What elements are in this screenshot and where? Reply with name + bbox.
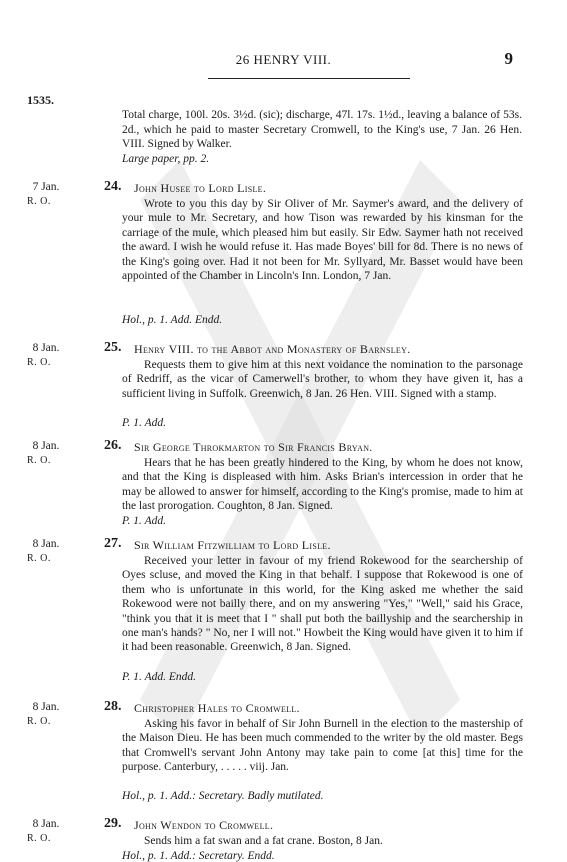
entry-body: Requests them to give him at this next voidance the nomination to the parsonage of Redriff, as the vicar of Camerwell's brother, to whom they have given it, has a sufficient living in Suffolk. Greenwich, 8 Jan. 26 Hen. VIII. Signed with a stamp. bbox=[122, 359, 523, 400]
entry-meta: Hol., p. 1. Add.: Secretary. Badly mutilated. bbox=[122, 790, 324, 802]
entry-ref: R. O. bbox=[27, 357, 51, 368]
entry-title: John Wendon to Cromwell. bbox=[134, 818, 274, 832]
intro-meta: Large paper, pp. 2. bbox=[122, 152, 210, 165]
entry-meta: P. 1. Add. bbox=[122, 515, 166, 527]
header-rule bbox=[208, 78, 410, 79]
entry-ref: R. O. bbox=[27, 455, 51, 466]
entry-date: 7 Jan. bbox=[32, 181, 60, 193]
entry-ref: R. O. bbox=[27, 553, 51, 564]
intro-paragraph bbox=[122, 108, 522, 166]
entry-title: Henry VIII. to the Abbot and Monastery of Barnsley. bbox=[134, 342, 411, 356]
entry-body: Asking his favor in behalf of Sir John Burnell in the election to the mastership of the Maison Dieu. He has been much commended to the writer by the old master. Begs that Cromwell's servant John Antony may take pain to come [at this] time for the purpose. Canterbury, . . . . . viij. Jan. bbox=[122, 718, 523, 774]
entry-number: 26. bbox=[104, 438, 122, 453]
entry-meta: P. 1. Add. bbox=[122, 417, 166, 429]
page-number: 9 bbox=[504, 49, 513, 68]
entry-number: 29. bbox=[104, 816, 122, 831]
entry-body: Hears that he has been greatly hindered to the King, by whom he does not know, and that the King is displeased with him. Asks Brian's intercession in order that he may be allowed to answer for himself, according to the King's promise, made to him at the last prorogation. Coughton, 8 Jan. Signed. bbox=[122, 457, 523, 513]
entry-body: Sends him a fat swan and a fat crane. Boston, 8 Jan. bbox=[144, 835, 383, 847]
entry-title: Christopher Hales to Cromwell. bbox=[134, 701, 300, 715]
entry-title: John Husee to Lord Lisle. bbox=[134, 181, 267, 195]
entry-body: Wrote to you this day by Sir Oliver of Mr. Saymer's award, and the delivery of your mule to Mr. Secretary, and how Tison was rewarded by his kinsman for the carriage of the mule, which pleased him but easily. Sir Edw. Saymer hath not received the award. I wish he would refuse it. Has made Boyes' bill for 8d. There is no news of the King's going over. Had it not been for Mr. Syllyard, Mr. Basset would have been appointed of the Chamber in Lincoln's Inn. London, 7 Jan. bbox=[122, 198, 523, 283]
entry-ref: R. O. bbox=[27, 716, 51, 727]
entry-date: 8 Jan. bbox=[32, 440, 60, 452]
entry-date: 8 Jan. bbox=[32, 538, 60, 550]
entry-ref: R. O. bbox=[27, 196, 51, 207]
page-header bbox=[0, 49, 567, 72]
entry-title: Sir William Fitzwilliam to Lord Lisle. bbox=[134, 538, 331, 552]
entry-number: 27. bbox=[104, 536, 122, 551]
entry-number: 24. bbox=[104, 179, 122, 194]
entry-ref: R. O. bbox=[27, 833, 51, 844]
intro-text: Total charge, 100l. 20s. 3½d. (sic); discharge, 47l. 17s. 1½d., leaving a balance of 53s. 2d., which he paid to master Secretary Cromwell, to the King's use, 7 Jan. 26 Hen. VIII. Signed by Walker. bbox=[122, 109, 522, 150]
entry-meta: P. 1. Add. Endd. bbox=[122, 671, 197, 683]
entry-number: 28. bbox=[104, 699, 122, 714]
entry-date: 8 Jan. bbox=[32, 701, 60, 713]
entry-title: Sir George Throkmarton to Sir Francis Bryan. bbox=[134, 440, 373, 454]
entry-date: 8 Jan. bbox=[32, 342, 60, 354]
entry-meta: Hol., p. 1. Add.: Secretary. Endd. bbox=[122, 850, 275, 862]
entry-number: 25. bbox=[104, 340, 122, 355]
entry-meta: Hol., p. 1. Add. Endd. bbox=[122, 314, 223, 326]
running-title: 26 HENRY VIII. bbox=[235, 52, 332, 67]
year-marker: 1535. bbox=[27, 93, 54, 107]
entry-date: 8 Jan. bbox=[32, 818, 60, 830]
entry-body: Received your letter in favour of my friend Rokewood for the searchership of Oyes scluse, and moved the King in that behalf. I suppose that Rokewood is one of them who is unfortunate in this world, for the King asked me whether the said Rokewood were not bailly there, and on my answering "Yes," "Well," said his Grace, "think you that it is meet that I " shall put both the baillyship and the searchership in one man's hands? " No, ner I will not." Howbeit the King would have given it to him if it had been reasonable. Greenwich, 8 Jan. Signed. bbox=[122, 555, 523, 654]
